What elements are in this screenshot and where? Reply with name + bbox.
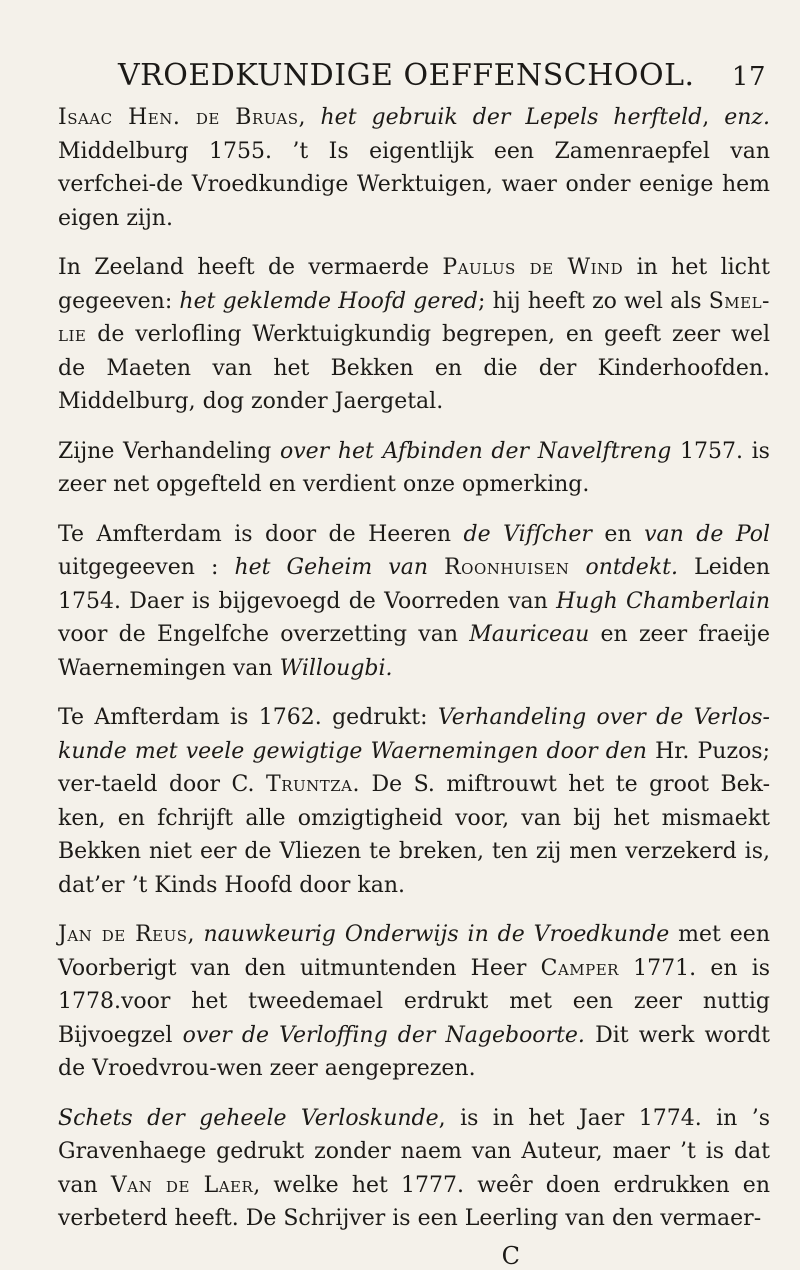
- author-name: de Vifſcher: [463, 521, 592, 547]
- author-name: Roonhuisen: [444, 555, 570, 580]
- paragraph-text: Te Amfterdam is door de Heeren: [58, 521, 452, 547]
- author-name: Van de Laer: [110, 1172, 254, 1198]
- book-title: Verhandeling over de Verlos-kunde met veele gewigtige Waernemingen door den: [58, 705, 770, 764]
- book-title: nauwkeurig Onderwijs in de Vroedkunde: [203, 922, 670, 947]
- book-title: over het Afbinden der Navelftreng: [279, 438, 672, 464]
- paragraph-text: Te Amfterdam is 1762. gedrukt:: [58, 705, 428, 730]
- author-name: van de Pol: [644, 521, 771, 547]
- paragraph-7: [58, 1102, 770, 1236]
- paragraph-text: ; hij heeft zo wel als: [478, 288, 702, 314]
- author-name: Camper: [540, 955, 619, 981]
- paragraph-text: In Zeeland heeft de vermaerde: [58, 255, 430, 280]
- paragraph-5: [58, 701, 770, 902]
- book-title: over de Verloffing der Nageboorte.: [182, 1022, 585, 1048]
- book-title: het gebruik der Lepels herfteld: [320, 105, 703, 130]
- paragraph-text: en zeer fraeije Waernemingen van: [58, 622, 770, 681]
- paragraph-text: 1771. en is 1778.voor het tweedemael erdrukt met een zeer nuttig Bijvoegzel: [58, 955, 771, 1048]
- paragraph-text: Zijne Verhandeling: [58, 438, 272, 464]
- paragraph-text: Hr. Puzos; ver-taeld door C.: [58, 738, 771, 797]
- paragraph-text: Leiden 1754. Daer is bijgevoegd de Voorreden van: [58, 555, 771, 614]
- book-title: het geklemde Hoofd gered: [179, 288, 478, 314]
- book-title: Schets der geheele Verloskunde: [58, 1105, 439, 1131]
- paragraph-text: met een Voorberigt van den uitmuntenden Heer: [58, 922, 770, 981]
- author-name: Mauriceau: [469, 622, 590, 647]
- paragraph-text: De S. miftrouwt het te groot Bek-ken, en fchrijft alle omzigtigheid voor, van bij het mismaekt Bekken niet eer de Vliezen te breken, ten zij men verzekerd is, dat’er ’t Kinds Hoofd door kan.: [58, 772, 771, 898]
- paragraph-text: de verlofling Werktuigkundig begrepen, en geeft zeer wel de Maeten van het Bekken en die der Kinderhoofden. Middelburg, dog zonder Jaergetal.: [58, 322, 770, 414]
- paragraph-text: voor de Engelfche overzetting van: [58, 622, 459, 647]
- page-number: 17: [731, 62, 766, 92]
- paragraph-text: , welke het 1777. weêr doen erdrukken en verbeterd heeft. De Schrijver is een Leerling van den vermaer-: [58, 1172, 770, 1231]
- paragraph-3: [58, 435, 770, 502]
- author-name: Smel-lie: [58, 288, 770, 347]
- page-title: VROEDKUNDIGE OEFFENSCHOOL.: [118, 58, 695, 93]
- author-name: Willougbi.: [279, 655, 393, 681]
- paragraph-2: [58, 251, 770, 419]
- author-name: Isaac Hen. de Bruas: [58, 105, 299, 130]
- paragraph-text: in het licht gegeeven:: [58, 255, 770, 314]
- signature-mark: C: [501, 1241, 520, 1270]
- running-head: [58, 58, 770, 93]
- paragraph-4: [58, 518, 770, 686]
- paragraph-text: , is in het Jaer 1774. in ’s Gravenhaege gedrukt zonder naem van Auteur, maer ’t is dat van: [58, 1105, 770, 1198]
- page: [58, 58, 770, 1270]
- paragraph-6: Jan de Reus, nauwkeurig Onderwijs in de Vroedkunde met een Voorberigt van den uitmuntenden Heer Camper 1771. en is 1778.voor het tweedemael erdrukt met een zeer nuttig Bijvoegzel over de Verloffing der Nageboorte. Dit werk wordt de Vroedvrou-wen zeer aengeprezen.: [58, 922, 771, 1081]
- paragraph-1: Isaac Hen. de Bruas, het gebruik der Lepels herfteld, enz. Middelburg 1755. ’t Is eigentlijk een Zamenraepfel van verfchei-de Vroedkundige Werktuigen, waer onder eenige hem eigen zijn.: [58, 105, 770, 231]
- paragraph-text: en: [604, 521, 632, 547]
- paragraph-text: 1757. is zeer net opgefteld en verdient onze opmerking.: [58, 438, 770, 497]
- author-name: Jan de Reus: [58, 922, 188, 947]
- author-name: Paulus de Wind: [442, 255, 624, 280]
- etc-text: enz.: [724, 105, 770, 130]
- paragraph-text: Dit werk wordt de Vroedvrou-wen zeer aengeprezen.: [58, 1022, 771, 1081]
- author-name: Truntza.: [266, 772, 361, 797]
- book-title: het Geheim van: [234, 555, 429, 580]
- paragraph-text: uitgegeeven :: [58, 555, 219, 580]
- book-title: ontdekt.: [585, 555, 678, 580]
- paragraph-text: Middelburg 1755. ’t Is eigentlijk een Zamenraepfel van verfchei-de Vroedkundige Werktuigen, waer onder eenige hem eigen zijn.: [58, 138, 770, 231]
- author-name: Hugh Chamberlain: [556, 588, 770, 614]
